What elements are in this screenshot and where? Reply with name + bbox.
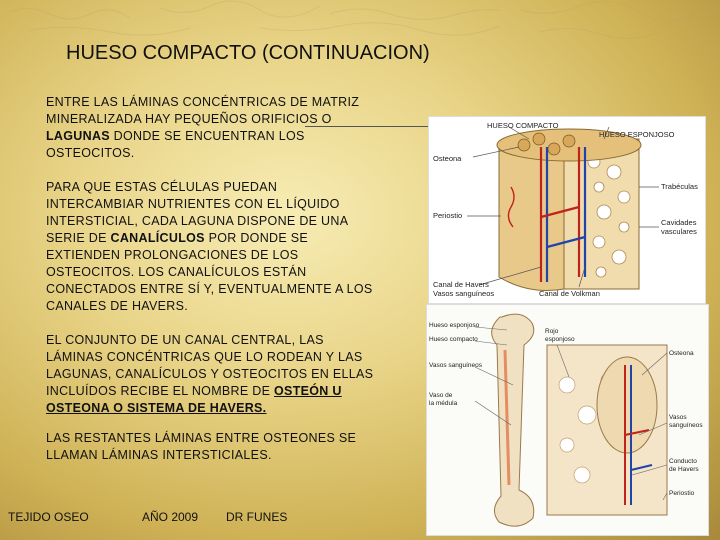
compact-bone-illustration <box>429 117 705 303</box>
label2-periostio: Periostio <box>669 490 695 497</box>
footer-topic: TEJIDO OSEO <box>8 510 89 524</box>
p2-text-end: POR DONDE SE EXTIENDEN PROLONGACIONES DE LOS OSTEOCITOS. LOS CANALÍCULOS ESTÁN CONECTADOS ENTRE SÍ Y, EVENTUALMENTE A LOS CANALES DE HAVERS. <box>46 231 373 313</box>
label-hueso-compacto: HUESO COMPACTO <box>487 121 559 130</box>
decorative-rule <box>305 126 435 127</box>
p1-text-end: DONDE SE ENCUENTRAN LOS OSTEOCITOS. <box>46 129 305 160</box>
label2-vaso-medula: Vaso de <box>429 392 453 399</box>
label2-sanguineos: sanguíneos <box>669 422 703 429</box>
paragraph-intersticiales: LAS RESTANTES LÁMINAS ENTRE OSTEONES SE LLAMAN LÁMINAS INTERSTICIALES. <box>46 431 357 462</box>
label2-vasos-sanguineos: Vasos sanguíneos <box>429 362 482 369</box>
label-periostio: Periostio <box>433 211 463 220</box>
p3-underlined-term: OSTEÓN U OSTEONA O SISTEMA DE HAVERS. <box>46 384 342 415</box>
label2-esponjoso: esponjoso <box>545 336 575 343</box>
label-canal-volkman: Canal de Volkman <box>539 289 600 298</box>
label2-osteona: Osteona <box>669 350 694 357</box>
paragraph-canaliculos <box>46 179 376 315</box>
p2-text-start: PARA QUE ESTAS CÉLULAS PUEDAN INTERCAMBIAR NUTRIENTES CON EL LÍQUIDO INTERSTICIAL, CADA LAGUNA DISPONE DE UNA SERIE DE <box>46 180 348 245</box>
slide-title: HUESO COMPACTO (CONTINUACION) <box>66 42 430 64</box>
label2-hueso-compacto: Hueso compacto <box>429 336 478 343</box>
paragraph-lagunas <box>46 94 376 162</box>
label2-hueso-esponjoso: Hueso esponjoso <box>429 322 480 329</box>
compact-bone-diagram <box>428 116 706 304</box>
label-vasos-sanguineos: Vasos sanguíneos <box>433 289 495 298</box>
long-bone-illustration <box>427 305 708 535</box>
long-bone-diagram <box>426 304 709 536</box>
footer-year: AÑO 2009 <box>142 510 199 524</box>
footer-author: DR FUNES <box>226 510 288 524</box>
label2-de-havers: de Havers <box>669 466 699 473</box>
label-hueso-esponjoso: HUESO ESPONJOSO <box>599 130 675 139</box>
paragraph-osteon <box>46 332 376 417</box>
p1-text-start: ENTRE LAS LÁMINAS CONCÉNTRICAS DE MATRIZ MINERALIZADA HAY PEQUEÑOS ORIFICIOS O <box>46 95 360 126</box>
p3-text-start: EL CONJUNTO DE UN CANAL CENTRAL, LAS LÁMINAS CONCÉNTRICAS QUE LO RODEAN Y LAS LAGUNAS, CANALÍCULOS Y OSTEOCITOS EN ELLAS INCLUÍDOS RECIBE EL NOMBRE DE <box>46 333 374 398</box>
p1-bold-term: LAGUNAS <box>46 129 110 143</box>
label-vasculares: vasculares <box>661 227 697 236</box>
label-trabeculas: Trabéculas <box>661 182 698 191</box>
label2-vasos: Vasos <box>669 414 687 421</box>
label2-conducto: Conducto <box>669 458 697 465</box>
label2-rojo: Rojo <box>545 328 559 335</box>
label2-la-medula: la médula <box>429 400 458 407</box>
p2-bold-term: CANALÍCULOS <box>110 231 205 245</box>
label-osteona: Osteona <box>433 154 462 163</box>
label-canal-havers: Canal de Havers <box>433 280 489 289</box>
label-cavidades: Cavidades <box>661 218 697 227</box>
